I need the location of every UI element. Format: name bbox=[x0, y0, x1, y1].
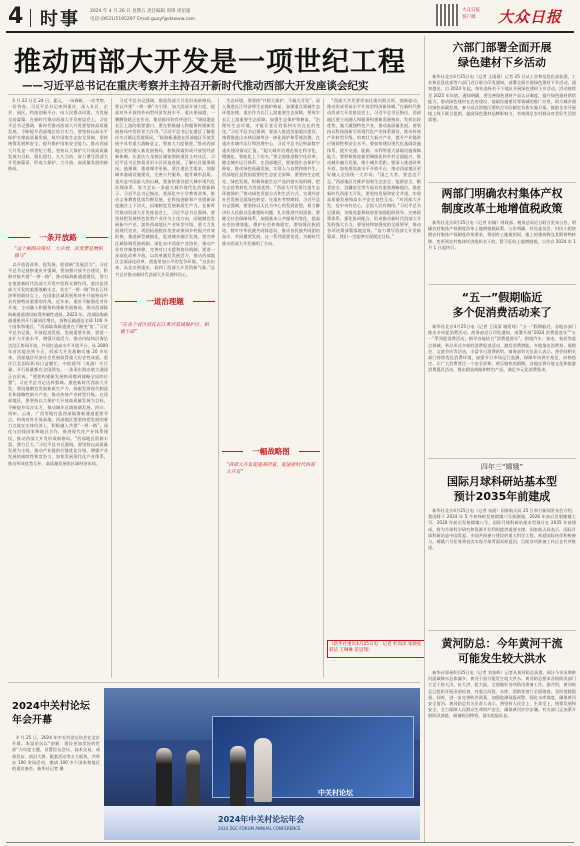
story5-body: 新华社郑州4月25日电（记者 刘金辉）记者从黄河防总获悉，预计今年汛期黄河流域降水总体偏多，黄河干流可能发生较大洪水。黄河防总要求各级防汛部门立足于防大汛、抗大洪、抢大险，全面做好各项防汛准备工作。据介绍，黄河防总已组织开展汛前检查，对重点河段、水库、堤防等进行全面排查，及时消除隐患。同时，进一步完善防洪预案，加强监测预报预警，强化水库调度，确保黄河安全度汛。黄河防总有关负责人表示，将坚持人民至上、生命至上，统筹发展和安全，全力保障人民群众生命财产安全，确保黄河岁岁安澜。有关部门正加紧开展防汛演练，储备防汛物资，落实抢险队伍。 bbox=[428, 670, 576, 719]
robot-figure bbox=[254, 738, 272, 802]
lead-body-col-2: 习近平总书记强调，推进西部大开发形成新格局，要以共建“一带一路”为引领，加大西部开放力度，提高对外开放和外向型经济发展水平。重庆果园港，一艘艘货轮正在作业，集装箱吊装有序进行。“果园港是长江上游的重要港口，要在积极融入和服务构建新发展格局中发挥更大作用。”习近平总书记在港区了解重庆多式联运发展情况。“陆海新通道在西部地区开放发展中具有重大战略意义，要加大力度推进。”推动西部地区更好融入新发展格局，积极探索形成开放型经济新体制。在重庆九龙坡区谢家湾街道民主村社区，习近平总书记察看老旧小区改造进展，了解社区服务情况。他强调，推进城市更新，要注重民生需求，加强城市基础设施建设，完善公共服务，提升城市品质。重庆是中国最大的山城，要加快建设超大城市现代化治理体系，努力走出一条超大城市现代化治理新路子。习近平总书记指出，要深化中小学教育改革，推动义务教育优质均衡发展，在科技创新和产业创新深度融合上下功夫，因地制宜发展新质生产力。在新时代推动西部大开发座谈会上，习近平总书记强调，要坚持把发展特色优势产业作为主攻方向，因地制宜发展新兴产业，加快西部地区产业转型升级。要大力发展现代农业，巩固拓展脱贫攻坚成果同乡村振兴有效衔接，推进新型城镇化，促进城乡融合发展。要完善区域协调发展机制，深化东中西部产业协作，推动产业有序梯度转移，完善对口支援和协作机制。要进一步深化改革开放，以改革激发发展活力，推动西部地区全面深化改革，创造更加公平的竞争环境。“这次出来，从北京到重庆，看到了西部大开发的新气象。”总书记对推动新时代西部大开发满怀信心。 bbox=[115, 98, 215, 277]
subhead-box-1: 一条开放路 bbox=[8, 232, 108, 244]
contact-line: 电话:(0631)5195297 Email:guoyf@dzwww.com bbox=[90, 17, 196, 22]
lead-body-col-1b: 以开放促改革、促发展、促创新“发展活力”。习近平总书记视察重庆并强调，要加强开放平台建设，积极对接共建“一带一路”，推动陆海新通道建设，努力在推进新时代西部大开发中发挥支撑作用。重庆是西部大开发的重要战略支点，处在“一带一路”和长江经济带的联结点上，在国家区域发展和对外开放格局中具有独特而重要的作用。近年来，重庆不断强化对外开放，主动融入和服务构建新发展格局，推动西部陆海新通道建设取得突破性进展。2023 年，西部陆海新通道班列开行量同比增长，货物运输通达全球 100 多个国家和地区。“西部陆海新通道在不断变‘宽’。”习近平总书记说，开放促进发展，发展需要开放，要进一步扩大开放水平，增强开放活力，推动内陆和沿海沿边沿江协同开放，共同打造高水平开放平台。从 2000 年首次提出到今天，西部大开发战略实施 20 多年来，西部地区经济社会发展取得重大历史性成就。重庆江北国际机场日益繁忙，中欧班列（成渝）开行量、开行质量都在全国领先，一条条出海出境大通道正在形成。“要把构建新发展格局摆到战略全局的位置”，习近平总书记这样强调。推进新时代西部大开发，要因地制宜发展新质生产力，探索发展现代制造业和战略性新兴产业，推动传统产业转型升级。在西部地区，要坚持以大保护大开放高质量发展为目标，不断提升综合实力，推动城乡区域协调发展。四川、贵州、云南、广西等地打造西部陆海新通道重要节点，构筑对外开放高地。西部地区要坚持把发展的着力点放在实体经济上，积极融入共建“一带一路”，深化与沿线国家和地区合作，推进现代化产业体系建设，推动西部大开发形成新格局。“西部地区资源丰富、潜力巨大。”习近平总书记强调，要坚持以高质量发展为主线，推动产业链供应链优化升级，增强产业发展的接续性和竞争力，加快发展现代化产业体系，推动形成优势互补、高质量发展的区域经济布局。 bbox=[8, 262, 108, 466]
masthead bbox=[0, 0, 580, 34]
photo-caption-body: 4 月 25 日，2024 年中关村论坛年会在北京开幕。本届论坛以“创新：建设更加美好的世界”为年度主题，设置论坛会议、技术交易、成果发布、前沿大赛、配套活动等五大板块，共举办 100 余场活动，邀请 100 多个国家和地区的嘉宾参会。新华社记者 摄 bbox=[12, 735, 100, 772]
forum-logo: 中关村论坛 bbox=[318, 789, 353, 797]
lead-body-col-3: 生态环境，要坚持“共抓大保护、不搞大开发”，深入推进长江经济带生态保护修复，加强重点领域生态环境治理。重庆作为长江上游重要生态屏障，要筑牢长江上游重要生态屏障，加强生态保护和修复。“治理好生态环境，才能让老百姓看到实实在在的变化。”习近平总书记强调，要深入推进美丽重庆建设，统筹推进山水林田湖草沙一体化保护和系统治理。在重庆市城市运行和治理中心，习近平总书记听取数字重庆建设情况汇报。“超大城市治理必须在科学化、精细化、智能化上下功夫。”要全面推进数字化改革，健全城市运行体系。在西部地区，要加强生态保护与修复，推动绿色低碳发展，实现人与自然和谐共生。西部地区是我国重要的生态安全屏障，要坚持生态优先、绿色发展，积极探索生态产品价值实现机制，把生态优势转化为发展优势。“西部大开发要注重生态环境保护。”推动绿色发展方式和生活方式，实现经济社会发展全面绿色转型。在重庆考察期间，习近平总书记强调，要坚持以人民为中心的发展思想，着力解决好人民群众急难愁盼问题，扎实推进共同富裕。要健全社会保障体系，加强基本公共服务均等化，提高社会治理效能，维护社会和谐稳定。要加强民族团结，铸牢中华民族共同体意识，推动各民族共同团结奋斗、共同繁荣发展。这一系列重要论述，为新时代推动西部大开发指明了方向。 bbox=[222, 98, 320, 246]
story5-title: 黄河防总：今年黄河干流 可能发生较大洪水 bbox=[441, 637, 563, 665]
pull-quote-1: “这个解困决策好，大开放，而贵要是展积极马” bbox=[14, 247, 103, 259]
newspaper-logo: 大众日报 bbox=[498, 8, 563, 26]
page-number: 4 bbox=[8, 4, 24, 29]
story1-title: 六部门部署全面开展 绿色建材下乡活动 bbox=[452, 41, 552, 69]
header-rule bbox=[6, 31, 574, 33]
story2-body: 新华社北京4月25日电（记者 申铖）财政部、税务总局近日联合发布公告，明确农村集体产权制度改革土地增值税政策。公告明确，村民委员会、村民小组按照农村集体产权制度改革要求，将国有土地使用权、地上的建筑物及其附着物转移、变更到农村集体经济组织名下的，暂不征收土地增值税。公告自 2024 年 1 月 1 日起执行。 bbox=[428, 220, 576, 250]
story4-body: 新华社北京4月25日电（记者 宋晨）国家航天局 25 日举行新闻发布会介绍，我国将于 2024 年 5 月初择机发射嫦娥六号探测器，2026 年前后发射嫦娥七号，2028 年前后发射嫦娥八号。国际月球科研站基本型预计在 2035 年前建成，将为月球科学研究和资源开发利用提供重要支撑。国家航天局表示，国际月球科研站是中国发起、多国共同参与建设的重大科学工程，欢迎国际伙伴积极参与。嫦娥六号任务将首次实现月球背面采样返回，目前各项准备工作正在有序推进。 bbox=[428, 508, 576, 551]
pull-quote-3: “西部大开发促进高质量，促进新时代西部大开发” bbox=[226, 462, 318, 476]
story3-title: “五一”假期临近 多个促消费活动来了 bbox=[452, 291, 552, 319]
person-figure bbox=[230, 746, 246, 806]
subhead-box-3: 一幅战略图 bbox=[222, 446, 320, 458]
lead-byline: （新华社重庆4月25日电 记者 杜尚泽 张晓松 韩洁 王琳琳 范思翔） bbox=[327, 640, 425, 658]
lead-body-col-4: “西部大开发要更加注重内需引领、创新驱动，推动形成更高水平开放型经济新体制。”在新时代推动西部大开发座谈会上，习近平总书记指出，西部地区要主动融入和服务构建新发展格局，发挥比较优势，做大做强特色产业，推动高质量发展。要坚持以科技创新引领现代化产业体系建设，推动传统产业转型升级，培育壮大新兴产业，提升产业链供应链韧性和安全水平。要加快建设现代化基础设施体系，提升交通、能源、水利等重大基础设施保障能力。要积极推进新型城镇化和乡村全面振兴，推动城乡融合发展，缩小城乡差距。要深入推进改革开放，加快建设高水平开放平台，推动西部地区更好融入全国统一大市场。“国之大者，要念念不忘。”西部地区在维护国家生态安全、能源安全、粮食安全、边疆安全等方面具有重要战略地位。推进新时代西部大开发，要坚持发展和安全并重，实现高质量发展和高水平安全良性互动。“对西部大开发，党中央有信心，全国人民有期待。”习近平总书记强调，各级党委和政府要加强组织领导，完善政策体系，强化协同配合，形成推动新时代西部大开发的强大合力。要坚持和加强党的全面领导，推动各项决策部署落地见效。“奋力谱写西部大开发新篇章，我们一定能够实现既定目标。” bbox=[327, 98, 421, 240]
lead-body-col-1a: 4 月 22 日至 24 日，素元、一场调研，一次考察，一份答卷。习近平总书记来到重庆，深入社区、企业、园区、科技创新平台，向人民群众问需，为发展全局谋篇。在新时代推动西部大开发座谈会上，习近平总书记强调，新时代推动西部大开发要坚持高质量发展，不断提升西部地区综合实力，要坚持以高水平保护支撑高质量发展，筑牢国家生态安全屏障，坚持统筹发展和安全，提升维护国家安全能力。推动西部大开发是一项世纪工程，坚持以大保护大开放高质量发展为目标，稳扎稳打，久久为功，奋力谱写西部大开发新篇章，形成大保护、大开放、高质量发展的新格局。 bbox=[8, 98, 108, 172]
qr-code-icon bbox=[436, 4, 458, 26]
story3-body: 新华社北京4月25日电（记者 王雨萧 谢希瑶）“五一”假期临近，各地各部门推出多项促消费活动。商务部近日印发通知，部署开展“2024 消费促进年”“五一”系列促消费活动，指导各地结合“消费促进年”，围绕汽车、家电、家居等重点领域，举办形式多样的消费促进活动，激发消费潜能。多地推出消费券、展销会、文旅节庆等活动，丰富节日消费供给。商务部有关负责人表示，将会同相关部门持续优化消费环境，加强节日市场运行监测，保障市场供应充足、价格稳定，让广大消费者过一个安全祥和、欢乐愉快的假期。各地还将开展文化和旅游消费惠民活动，推出精品线路和特色产品，满足多元化消费需求。 bbox=[428, 324, 576, 373]
section-title: 时事 bbox=[40, 9, 80, 30]
meta-line: 2024 年 4 月 26 日 星期五 责任编辑 周锋 周伯量 bbox=[90, 9, 191, 14]
stage-banner-text: 2024年中关村论坛年会 bbox=[218, 815, 305, 824]
person-figure bbox=[156, 748, 172, 806]
forum-photo bbox=[104, 688, 420, 840]
lead-subheadline: ——习近平总书记在重庆考察并主持召开新时代推动西部大开发座谈会纪实 bbox=[22, 80, 369, 92]
client-label: 大众日报 客户端 bbox=[462, 8, 480, 20]
story4-title: 国际月球科研站基本型 预计2035年前建成 bbox=[447, 475, 557, 503]
story4-kicker: 四年三“嫦娥” bbox=[480, 463, 524, 471]
stage-banner-subtext: 2024 ZGC FORUM ANNUAL CONFERENCE bbox=[218, 826, 301, 831]
story2-title: 两部门明确农村集体产权 制度改革土地增值税政策 bbox=[441, 187, 563, 215]
lead-headline: 推动西部大开发是一项世纪工程 bbox=[14, 47, 406, 78]
pull-quote-2: “在各个省区依托长江黄河流域保护区，积极下面” bbox=[120, 322, 212, 336]
person-figure bbox=[186, 750, 200, 806]
subhead-box-2: 一道治理题 bbox=[115, 296, 215, 308]
photo-caption-title: 2024中关村论坛 年会开幕 bbox=[12, 701, 90, 726]
story1-body: 新华社北京4月25日电（记者 王雨萧）记者 25 日从工业和信息化部获悉，工业和信息化部等六部门近日联合印发通知，部署全面开展绿色建材下乡活动。通知提出，自 2024 年起，每年选择若干个地区开展绿色建材下乡活动，活动持续至 2025 年年底。通知明确，要完善绿色建材产品认证制度，提升绿色建材供给能力，推动绿色建材在农房建设、基础设施建设等领域的推广应用，助力城乡建设绿色低碳发展。参与试点的地区要结合实际制定具体实施方案，鼓励企业开展线上线下联合促销，提高绿色建材品牌影响力，有效满足农村群众对美好生活的需要。 bbox=[428, 74, 576, 123]
